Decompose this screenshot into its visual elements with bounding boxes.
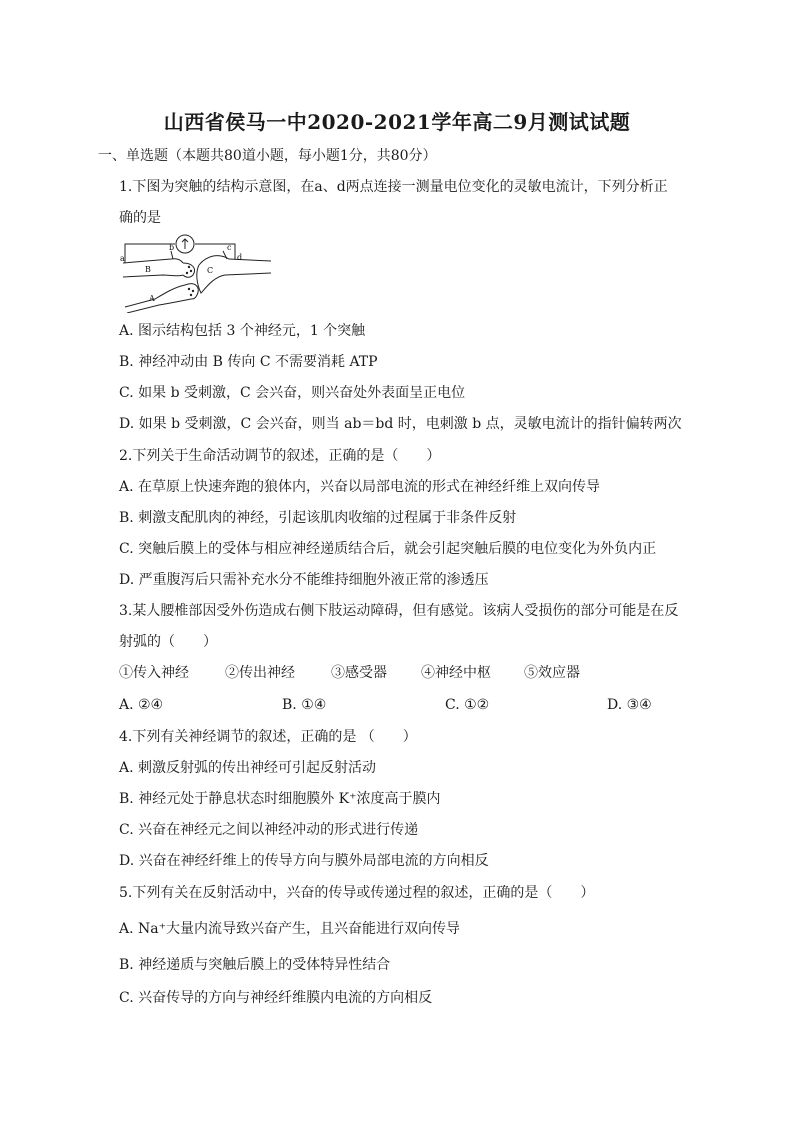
vesicle	[190, 270, 192, 272]
q3-item: ①传入神经	[119, 665, 189, 681]
axon-b-top	[123, 259, 183, 263]
label-a-upper: A	[149, 294, 155, 303]
q1-stem-line-2: 确的是	[119, 210, 161, 226]
terminal-a	[185, 284, 198, 299]
q3-option-c: C. ①②	[445, 697, 490, 713]
q3-stem-line-2: 射弧的（ ）	[119, 634, 217, 650]
q4-stem: 4.下列有关神经调节的叙述，正确的是 （ ）	[119, 729, 417, 745]
label-b-upper: B	[145, 265, 151, 274]
arrow-b	[171, 251, 173, 259]
q3-stem-line-1: 3.某人腰椎部因受外伤造成右侧下肢运动障碍，但有感觉。该病人受损伤的部分可能是在反	[119, 603, 679, 619]
label-c-lower: c	[227, 243, 232, 252]
q5-option-a: A. Na⁺大量内流导致兴奋产生，且兴奋能进行双向传导	[119, 921, 460, 937]
section-heading: 一、单选题（本题共80道小题，每小题1分，共80分）	[98, 148, 437, 164]
q2-option-a: A. 在草原上快速奔跑的狼体内，兴奋以局部电流的形式在神经纤维上双向传导	[119, 479, 601, 495]
q3-option-a: A. ②④	[119, 697, 164, 713]
q3-option-b: B. ①④	[282, 697, 327, 713]
vesicle	[186, 272, 188, 274]
axon-a-top	[125, 285, 185, 307]
q2-option-d: D. 严重腹泻后只需补充水分不能维持细胞外液正常的渗透压	[119, 572, 489, 588]
q2-stem: 2.下列关于生命活动调节的叙述，正确的是（ ）	[119, 448, 441, 464]
vesicle	[192, 290, 194, 292]
vesicle	[190, 294, 192, 296]
q1-stem-line-1: 1.下图为突触的结构示意图，在a、d两点连接一测量电位变化的灵敏电流计，下列分析正	[119, 179, 668, 195]
wire-left	[125, 244, 175, 263]
arrow-c	[223, 251, 227, 259]
q1-option-a: A. 图示结构包括 3 个神经元，1 个突触	[119, 323, 366, 339]
q4-option-d: D. 兴奋在神经纤维上的传导方向与膜外局部电流的方向相反	[119, 853, 489, 869]
q3-item: ③感受器	[331, 665, 387, 681]
q5-option-b: B. 神经递质与突触后膜上的受体特异性结合	[119, 957, 391, 973]
label-c-upper: C	[207, 266, 214, 275]
q4-option-c: C. 兴奋在神经元之间以神经冲动的形式进行传递	[119, 822, 419, 838]
q2-option-c: C. 突触后膜上的受体与相应神经递质结合后，就会引起突触后膜的电位变化为外负内正	[119, 541, 657, 557]
vesicle	[188, 266, 190, 268]
q3-item: ④神经中枢	[421, 665, 491, 681]
galvanometer-needle	[182, 239, 188, 249]
axon-b-bottom	[123, 275, 183, 277]
label-b-lower: b	[169, 243, 175, 252]
terminal-b	[183, 263, 195, 277]
vesicle	[188, 288, 190, 290]
synapse-diagram	[119, 229, 274, 313]
q1-option-d: D. 如果 b 受刺激，C 会兴奋，则当 ab＝bd 时，电刺激 b 点，灵敏电流计的指针偏转两次	[119, 416, 682, 432]
q1-option-b: B. 神经冲动由 B 传向 C 不需要消耗 ATP	[119, 354, 378, 370]
q1-option-c: C. 如果 b 受刺激，C 会兴奋，则兴奋处外表面呈正电位	[119, 385, 466, 401]
document-title: 山西省侯马一中2020-2021学年高二9月测试试题	[163, 110, 631, 134]
q4-option-b: B. 神经元处于静息状态时细胞膜外 K⁺浓度高于膜内	[119, 791, 441, 807]
q3-option-d: D. ③④	[607, 697, 652, 713]
q3-item: ⑤效应器	[524, 665, 580, 681]
q5-option-c: C. 兴奋传导的方向与神经纤维膜内电流的方向相反	[119, 990, 433, 1006]
label-d-lower: d	[237, 253, 243, 262]
axon-a-bottom	[127, 299, 191, 313]
q3-item: ②传出神经	[225, 665, 295, 681]
q4-option-a: A. 刺激反射弧的传出神经可引起反射活动	[119, 760, 377, 776]
label-a-lower: a	[120, 254, 125, 263]
q5-stem: 5.下列有关在反射活动中，兴奋的传导或传递过程的叙述，正确的是（ ）	[119, 885, 595, 901]
q2-option-b: B. 刺激支配肌肉的神经，引起该肌肉收缩的过程属于非条件反射	[119, 510, 517, 526]
